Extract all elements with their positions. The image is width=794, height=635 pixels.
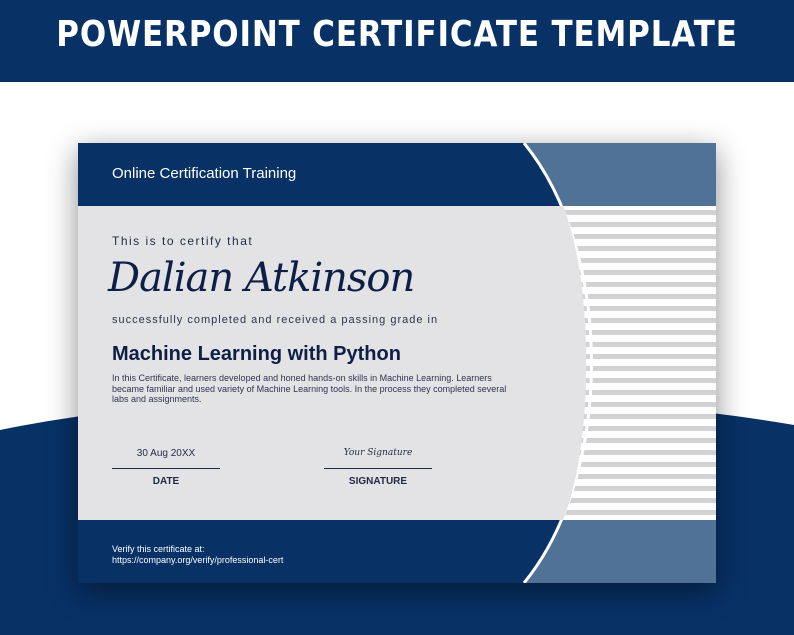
course-title: Machine Learning with Python: [112, 343, 401, 365]
certify-line: This is to certify that: [112, 234, 254, 248]
date-rule: [112, 468, 220, 469]
banner-title: POWERPOINT CERTIFICATE TEMPLATE: [56, 14, 738, 55]
date-label: DATE: [152, 476, 180, 487]
certificate-card: [78, 143, 716, 583]
verify-label: Verify this certificate at:: [112, 544, 205, 554]
signature-label: SIGNATURE: [348, 476, 408, 487]
signature-value: Your Signature: [343, 448, 413, 458]
date-value: 30 Aug 20XX: [136, 448, 196, 459]
completion-line: successfully completed and received a passing grade in: [112, 314, 439, 326]
course-description: In this Certificate, learners developed and honed hands-on skills in Machine Learning. Learners became familiar and used variety of Machine Learning tools. In the process they completed several labs and assignments.: [112, 373, 507, 404]
verify-url: https://company.org/verify/professional-cert: [112, 555, 284, 565]
program-title: Online Certification Training: [112, 165, 297, 182]
paper-dome: [498, 206, 586, 520]
recipient-name: Dalian Atkinson: [108, 255, 415, 301]
signature-rule: [324, 468, 432, 469]
